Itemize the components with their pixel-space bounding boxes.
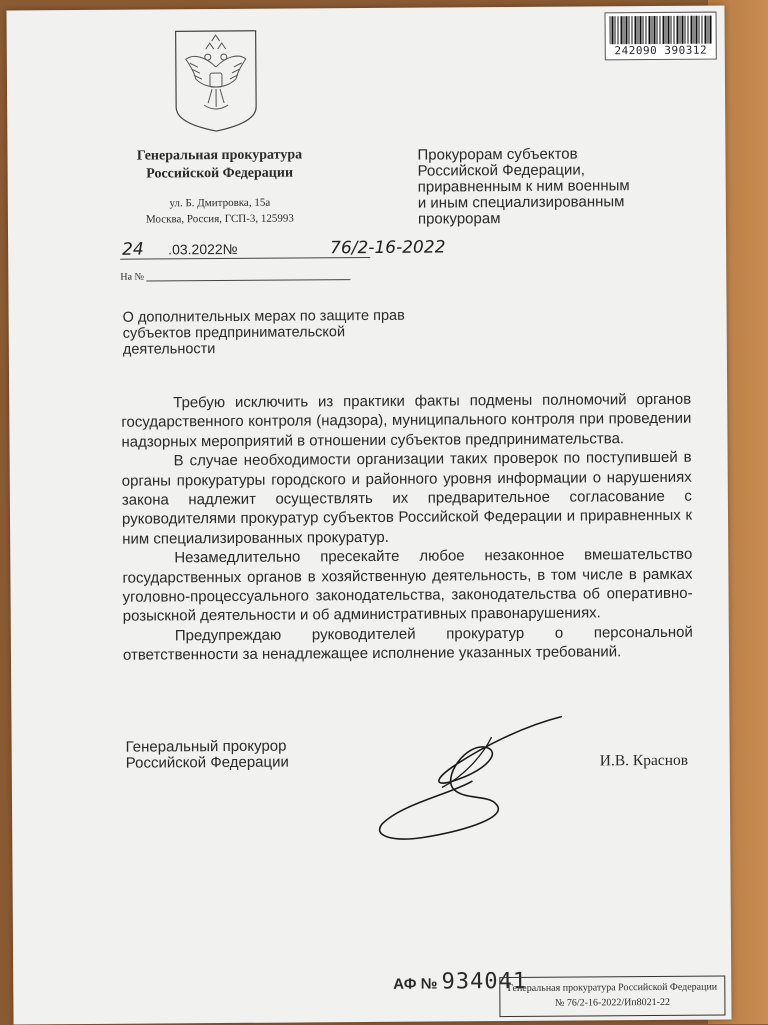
body-paragraph-2: В случае необходимости организации таких проверок по поступившей в органы прокуратуры городского и районного уровня информации о нарушениях закона надлежит осуществлять их предварительное согласование с руководителями прокуратур субъектов Российской Федерации и приравненных к ним специализированных прокуратур. [121, 448, 693, 548]
subject-line2: субъектов предпринимательской [122, 324, 346, 342]
stamp-line1: Генеральная прокуратура Российской Федерации [507, 981, 718, 995]
recipient-block [417, 146, 698, 228]
sender-organization [119, 146, 319, 183]
barcode-bars [610, 16, 712, 45]
barcode-number: 242090 390312 [614, 43, 708, 58]
registration-line [120, 237, 446, 260]
barcode [604, 12, 716, 61]
signatory-title-line2: Российской Федерации [125, 753, 289, 772]
stamp-line2: № 76/2-16-2022/Ип8021-22 [554, 996, 671, 1009]
registration-underline [120, 257, 370, 260]
reference-label: На № [120, 271, 145, 283]
form-serial: 934041 [441, 968, 528, 995]
signatory-title [126, 738, 346, 772]
recipient-line2: Российской Федерации, [417, 161, 585, 180]
registration-number-sign: № [222, 240, 238, 258]
registration-stamp [499, 976, 725, 1018]
body-paragraph-1: Требую исключить из практики факты подмены полномочий органов государственного контроля (надзора), муниципального контроля при проведении надзорных мероприятий в отношении субъектов предпринимательства. [121, 390, 692, 451]
document-page [6, 6, 731, 1025]
sender-address-line1: ул. Б. Дмитровка, 15а [169, 196, 271, 210]
subject-line1: О дополнительных мерах по защите прав [122, 307, 405, 326]
sender-org-line1: Генеральная прокуратура [136, 147, 303, 164]
sender-address [120, 194, 320, 227]
registration-number: 76/2-16-2022 [330, 237, 446, 259]
form-series: АФ № [393, 975, 438, 993]
registration-date [168, 241, 238, 257]
recipient-line4: и иным специализированным [417, 193, 625, 212]
recipient-line3: приравненным к ним военным [417, 177, 630, 196]
recipient-line1: Прокурорам субъектов [417, 145, 578, 164]
handwritten-signature [361, 707, 572, 848]
signatory-name: И.В. Краснов [599, 751, 689, 770]
document-subject [123, 308, 423, 358]
reference-line [120, 270, 350, 283]
subject-line3: деятельности [122, 341, 216, 358]
sender-address-line2: Москва, Россия, ГСП-3, 125993 [145, 212, 294, 226]
body-paragraph-3: Незамедлительно пресекайте любое незаконное вмешательство государственных органов в хозяйственную деятельность, в том числе в рамках уголовно-процессуального законодательства, законодательства об оперативно-розыскной деятельности и об административных правонарушениях. [122, 545, 693, 626]
signatory-title-line1: Генеральный прокурор [125, 737, 287, 756]
sender-org-line2: Российской Федерации [146, 165, 294, 182]
registration-month-year: .03.2022 [168, 241, 223, 258]
document-body [121, 390, 693, 666]
registration-day: 24 [122, 239, 144, 260]
reference-underline [146, 279, 350, 281]
russian-emblem-icon [172, 27, 261, 136]
body-paragraph-4: Предупреждаю руководителей прокуратур о персональной ответственности за ненадлежащее исполнение указанных требований. [122, 623, 693, 665]
recipient-line5: прокурорам [417, 210, 501, 228]
